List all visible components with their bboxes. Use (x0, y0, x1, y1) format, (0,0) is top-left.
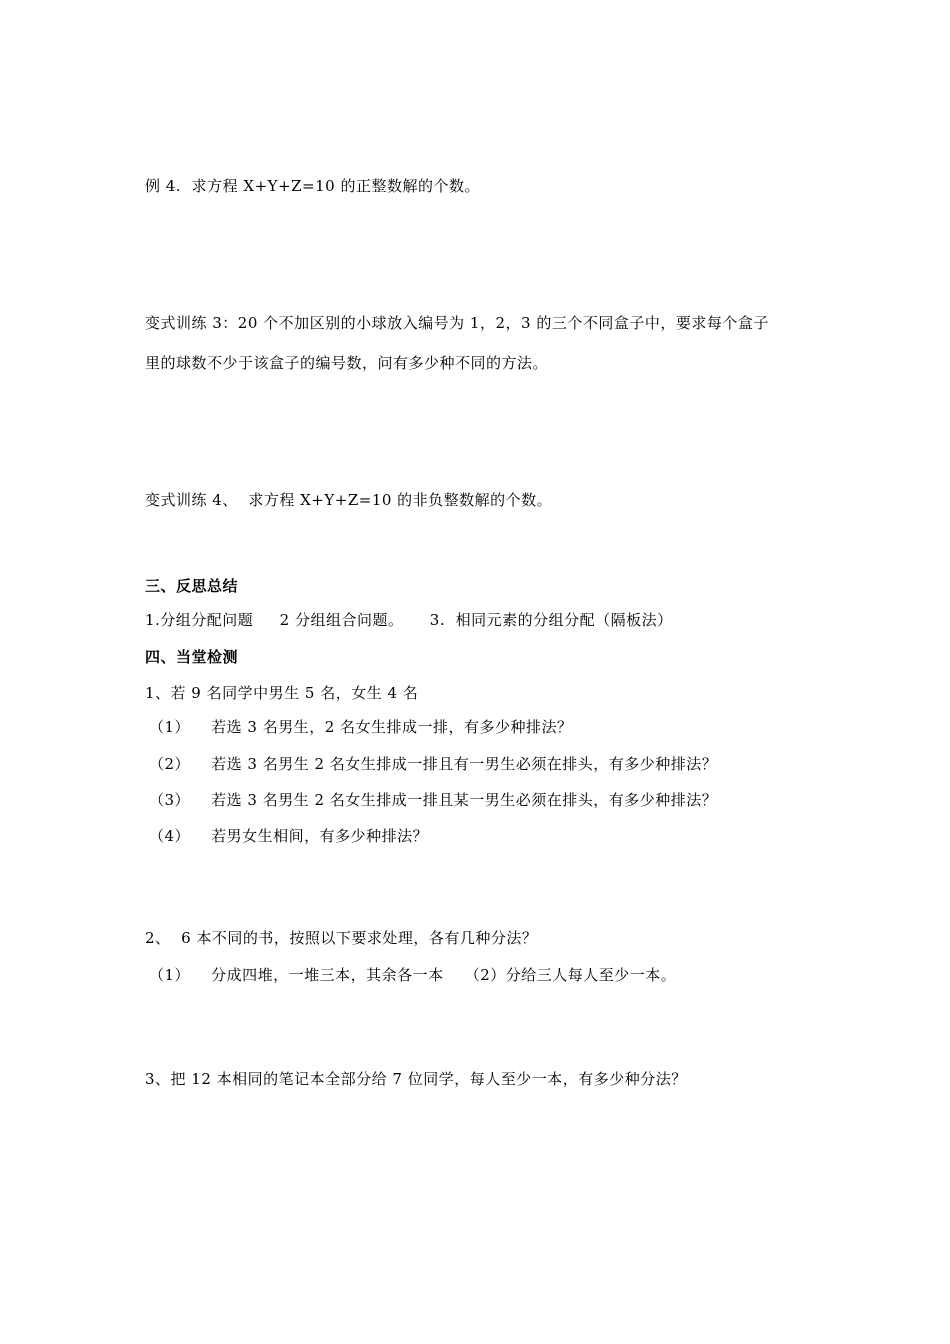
question-1-part-4: （4） 若男女生相间，有多少种排法？ (149, 827, 429, 845)
question-1-stem: 1、若 9 名同学中男生 5 名，女生 4 名 (145, 684, 419, 702)
section-3-summary: 1.分组分配问题 2 分组组合问题。 3. 相同元素的分组分配（隔板法） (145, 611, 673, 629)
question-2-stem: 2、 6 本不同的书，按照以下要求处理，各有几种分法？ (145, 929, 538, 947)
question-3: 3、把 12 本相同的笔记本全部分给 7 位同学，每人至少一本，有多少种分法？ (145, 1070, 687, 1088)
variant-4: 变式训练 4、 求方程 X+Y+Z=10 的非负整数解的个数。 (145, 491, 553, 509)
question-1-part-3: （3） 若选 3 名男生 2 名女生排成一排且某一男生必须在排头，有多少种排法？ (149, 791, 718, 809)
question-1-part-1: （1） 若选 3 名男生，2 名女生排成一排，有多少种排法？ (149, 718, 573, 736)
example-4: 例 4. 求方程 X+Y+Z=10 的正整数解的个数。 (145, 177, 480, 195)
variant-3-line-2: 里的球数不少于该盒子的编号数，问有多少种不同的方法。 (145, 354, 549, 372)
question-1-part-2: （2） 若选 3 名男生 2 名女生排成一排且有一男生必须在排头，有多少种排法？ (149, 755, 718, 773)
variant-3-line-1: 变式训练 3：20 个不加区别的小球放入编号为 1，2，3 的三个不同盒子中，要求每个盒子 (145, 314, 769, 332)
section-4-title: 四、当堂检测 (145, 648, 239, 666)
section-3-title: 三、反思总结 (145, 577, 239, 595)
question-2-parts: （1） 分成四堆，一堆三本，其余各一本 （2）分给三人每人至少一本。 (149, 966, 677, 984)
